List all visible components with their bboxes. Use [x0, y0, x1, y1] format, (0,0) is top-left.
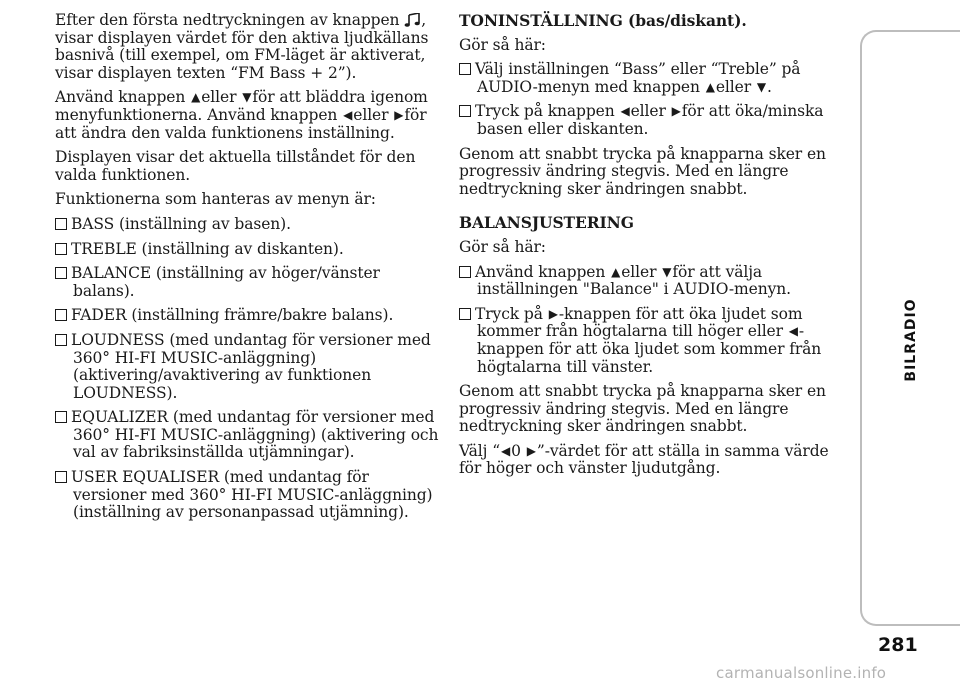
paragraph-navigation: Använd knappen ▲eller ▼för att bläddra igenom menyfunktionerna. Använd knappen ◀eller ▶för att ändra den valda funktionens inställning. — [55, 88, 428, 142]
checkbox-bullet-icon — [55, 334, 67, 346]
checkbox-bullet-icon — [55, 267, 67, 279]
checkbox-bullet-icon — [55, 243, 67, 255]
watermark: carmanualsonline.info — [716, 664, 887, 682]
checkbox-bullet-icon — [55, 309, 67, 321]
checkbox-bullet-icon — [459, 266, 471, 278]
right-column — [459, 12, 849, 485]
heading-balance: BALANSJUSTERING — [459, 213, 634, 233]
list-item: USER EQUALISER (med undantag för versioner med 360° HI-FI MUSIC-anläggning) (inställning av personanpassad utjämning). — [55, 469, 440, 522]
down-arrow-icon: ▼ — [662, 264, 672, 279]
down-arrow-icon: ▼ — [756, 79, 766, 94]
paragraph-progressive: Genom att snabbt trycka på knapparna sker en progressiv ändring stegvis. Med en längre nedtryckning sker ändringen snabbt. — [459, 382, 826, 436]
section-tab-label: BILRADIO — [903, 298, 919, 382]
list-item: BASS (inställning av basen). — [55, 216, 440, 234]
list-item: TREBLE (inställning av diskanten). — [55, 241, 440, 259]
up-arrow-icon: ▲ — [611, 264, 621, 279]
list-item: Använd knappen ▲eller ▼för att välja inställningen "Balance" i AUDIO-menyn. — [459, 264, 849, 299]
down-arrow-icon: ▼ — [242, 90, 252, 105]
right-arrow-icon: ▶ — [671, 104, 681, 119]
right-arrow-icon: ▶ — [394, 107, 404, 122]
checkbox-bullet-icon — [55, 411, 67, 423]
music-note-icon — [404, 13, 421, 27]
checkbox-bullet-icon — [55, 218, 67, 230]
up-arrow-icon: ▲ — [191, 90, 201, 105]
page-number: 281 — [878, 634, 918, 656]
right-arrow-icon: ▶ — [526, 443, 536, 458]
paragraph-display: Displayen visar det aktuella tillståndet för den valda funktionen. — [55, 148, 416, 184]
paragraph-intro: Efter den första nedtryckningen av knappen , visar displayen värdet för den aktiva ljudkällans basnivå (till exempel, om FM-läget är aktiverat, visar displayen texten “FM Bass + 2”). — [55, 11, 429, 82]
paragraph-functions-intro: Funktionerna som hanteras av menyn är: — [55, 190, 376, 209]
checkbox-bullet-icon — [459, 308, 471, 320]
paragraph-steps-intro: Gör så här: — [459, 35, 546, 54]
list-item: Välj inställningen “Bass” eller “Treble” på AUDIO-menyn med knappen ▲eller ▼. — [459, 61, 849, 96]
paragraph-steps-intro: Gör så här: — [459, 237, 546, 256]
left-arrow-icon: ◀ — [788, 324, 798, 339]
paragraph-progressive: Genom att snabbt trycka på knapparna sker en progressiv ändring stegvis. Med en längre nedtryckning sker ändringen snabbt. — [459, 144, 826, 198]
up-arrow-icon: ▲ — [705, 79, 715, 94]
left-arrow-icon: ◀ — [343, 107, 353, 122]
checkbox-bullet-icon — [459, 105, 471, 117]
checkbox-bullet-icon — [459, 63, 471, 75]
list-item: Tryck på knappen ◀eller ▶för att öka/minska basen eller diskanten. — [459, 103, 849, 138]
left-arrow-icon: ◀ — [501, 443, 511, 458]
list-item: EQUALIZER (med undantag för versioner med 360° HI-FI MUSIC-anläggning) (aktivering och val av fabriksinställda utjämningar). — [55, 409, 440, 462]
list-item: Tryck på ▶-knappen för att öka ljudet som kommer från högtalarna till höger eller ◀-knappen för att öka ljudet som kommer från högtalarna till vänster. — [459, 306, 849, 376]
list-item: FADER (inställning främre/bakre balans). — [55, 307, 440, 325]
checkbox-bullet-icon — [55, 471, 67, 483]
paragraph-zero-value: Välj “◀0 ▶”-värdet för att ställa in samma värde för höger och vänster ljudutgång. — [459, 441, 829, 478]
list-item: BALANCE (inställning av höger/vänster balans). — [55, 265, 440, 300]
left-arrow-icon: ◀ — [620, 104, 630, 119]
left-column — [55, 12, 440, 529]
heading-tone: TONINSTÄLLNING (bas/diskant). — [459, 11, 747, 30]
right-arrow-icon: ▶ — [548, 306, 558, 321]
list-item: LOUDNESS (med undantag för versioner med 360° HI-FI MUSIC-anläggning) (aktivering/avaktivering av funktionen LOUDNESS). — [55, 332, 440, 402]
